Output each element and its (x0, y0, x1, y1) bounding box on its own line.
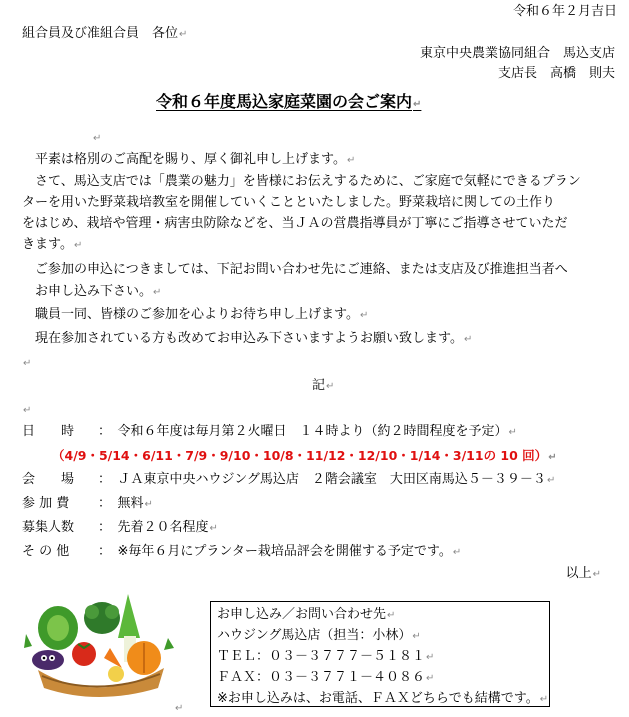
onion-icon (108, 666, 124, 682)
paragraph-mark-icon: ↵ (175, 703, 184, 714)
sender-organization: 東京中央農業協同組合 馬込支店 (419, 46, 615, 61)
detail-other-row: そ の 他 ： ※毎年６月にプランター栽培品評会を開催する予定です。↵ (22, 544, 462, 559)
paragraph-mark-icon: ↵ (73, 240, 83, 251)
body-paragraph-2-line-4: きます。↵ (22, 237, 83, 252)
detail-fee-label: 参 加 費 (22, 496, 70, 511)
detail-capacity-label: 募集人数 (22, 520, 75, 535)
paragraph-mark-icon: ↵ (463, 334, 473, 345)
paragraph-mark-icon: ↵ (426, 673, 435, 684)
paragraph-mark-icon: ↵ (426, 652, 435, 663)
leek-icon (118, 594, 140, 638)
body-paragraph-2-line-3: をはじめ、栽培や管理・病害虫防除などを、当ＪＡの営農指導員が丁寧にご指導させていただ (22, 216, 568, 231)
empty-paragraph (22, 355, 31, 372)
vegetable-basket-illustration (18, 588, 178, 700)
body-paragraph-3-line-1: ご参加の申込につきましては、下記お問い合わせ先にご連絡、または支店及び推進担当者へ (35, 262, 568, 277)
detail-other-label: そ の 他 (22, 544, 70, 559)
detail-schedule: （4/9・5/14・6/11・7/9・9/10・10/8・11/12・12/10・1/14・3/11の 10 回）↵ (52, 448, 557, 463)
contact-heading: お申し込み／お問い合わせ先↵ (217, 607, 396, 622)
paragraph-mark-icon: ↵ (144, 499, 153, 510)
detail-date-label: 日 時 (22, 424, 75, 439)
paragraph-mark-icon: ↵ (23, 405, 32, 416)
paragraph-mark-icon: ↵ (387, 610, 396, 621)
body-paragraph-4: 職員一同、皆様のご参加を心よりお待ち申し上げます。↵ (35, 307, 369, 322)
body-paragraph-3-line-2: お申し込み下さい。↵ (35, 284, 162, 299)
paragraph-mark-icon: ↵ (412, 631, 421, 642)
paragraph-mark-icon: ↵ (592, 569, 601, 580)
detail-fee-value: 無料 (117, 496, 144, 511)
paragraph-mark-icon: ↵ (508, 427, 517, 438)
detail-venue-row: 会 場 ： ＪＡ東京中央ハウジング馬込店 ２階会議室 大田区南馬込５－３９－３↵ (22, 472, 556, 487)
contact-box (210, 601, 550, 707)
addressee: 組合員及び准組合員 各位↵ (22, 26, 188, 41)
contact-tel: ＴＥＬ：０３－３７７７－５１８１↵ (217, 649, 435, 664)
document-title: 令和６年度馬込家庭菜園の会ご案内↵ (156, 92, 422, 111)
empty-paragraph (174, 700, 183, 717)
contact-note: ※お申し込みは、お電話、ＦＡＸどちらでも結構です。↵ (217, 691, 549, 706)
carrot-icon (104, 648, 122, 668)
paragraph-mark-icon: ↵ (209, 523, 218, 534)
contact-store: ハウジング馬込店（担当：小林）↵ (217, 628, 421, 643)
detail-fee-row: 参 加 費 ： 無料↵ (22, 496, 153, 511)
detail-date-row: 日 時 ： 令和６年度は毎月第２火曜日 １４時より（約２時間程度を予定）↵ (22, 424, 517, 439)
paragraph-mark-icon: ↵ (179, 29, 188, 40)
paragraph-mark-icon: ↵ (413, 99, 422, 110)
detail-other-value: ※毎年６月にプランター栽培品評会を開催する予定です。 (117, 544, 452, 559)
paragraph-mark-icon: ↵ (359, 310, 369, 321)
paragraph-mark-icon: ↵ (452, 547, 462, 558)
detail-venue-value: ＪＡ東京中央ハウジング馬込店 ２階会議室 大田区南馬込５－３９－３ (117, 472, 546, 487)
empty-paragraph (92, 130, 101, 147)
document-date: 令和６年２月吉日 (512, 4, 617, 19)
body-paragraph-2-line-1: さて、馬込支店では「農業の魅力」を皆様にお伝えするために、ご家庭で気軽にできるプラン (35, 174, 581, 189)
paragraph-mark-icon: ↵ (93, 133, 102, 144)
paragraph-mark-icon: ↵ (539, 694, 549, 705)
detail-date-value: 令和６年度は毎月第２火曜日 １４時より（約２時間程度を予定） (117, 424, 508, 439)
ijou-closing: 以上↵ (565, 566, 601, 581)
body-paragraph-1: 平素は格別のご高配を賜り、厚く御礼申し上げます。↵ (35, 152, 356, 167)
paragraph-mark-icon: ↵ (153, 287, 162, 298)
detail-capacity-row: 募集人数 ： 先着２０名程度↵ (22, 520, 218, 535)
paragraph-mark-icon: ↵ (23, 358, 32, 369)
ki-heading: 記↵ (312, 378, 335, 393)
sender-person: 支店長 高橋 則夫 (497, 66, 615, 81)
paragraph-mark-icon: ↵ (346, 155, 356, 166)
detail-venue-label: 会 場 (22, 472, 75, 487)
eggplant-icon (32, 650, 64, 670)
paragraph-mark-icon: ↵ (548, 452, 557, 463)
paragraph-mark-icon: ↵ (326, 381, 335, 392)
body-paragraph-2-line-2: ターを用いた野菜栽培教室を開催していくことといたしました。野菜栽培に関しての土作り (22, 195, 556, 210)
paragraph-mark-icon: ↵ (546, 475, 556, 486)
detail-capacity-value: 先着２０名程度 (117, 520, 209, 535)
body-paragraph-5: 現在参加されている方も改めてお申込み下さいますようお願い致します。↵ (35, 331, 473, 346)
tomato-icon (72, 642, 96, 666)
contact-fax: ＦＡＸ：０３－３７７１－４０８６↵ (217, 670, 435, 685)
empty-paragraph (22, 402, 31, 419)
